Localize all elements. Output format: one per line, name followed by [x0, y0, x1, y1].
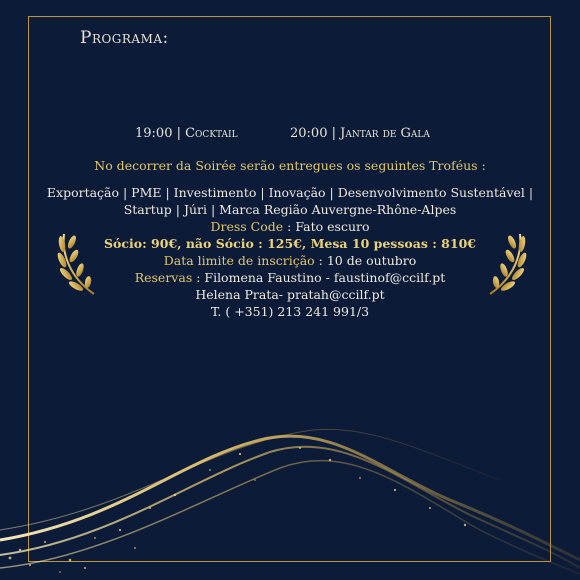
reservations-phone: T. ( +351) 213 241 991/3	[210, 304, 370, 319]
laurel-right-icon	[484, 232, 528, 298]
event-info	[40, 218, 540, 320]
deadline	[40, 252, 540, 269]
reservations-label: Reservas	[134, 270, 193, 285]
reservations-contact-2: Helena Prata- pratah@ccilf.pt	[195, 287, 385, 302]
dress-code	[40, 218, 540, 235]
reservations	[40, 269, 540, 286]
trophies-intro: No decorrer da Soirée serão entregues os seguintes Troféus :	[94, 158, 486, 173]
dress-code-label: Dress Code	[210, 219, 284, 234]
dress-code-value: : Fato escuro	[283, 219, 370, 234]
schedule-gala-dinner: 20:00 | Jantar de Gala	[290, 126, 430, 141]
trophies-line-1: Exportação | PME | Investimento | Inovação | Desenvolvimento Sustentável |	[46, 185, 534, 200]
trophies-line-2: Startup | Júri | Marca Região Auvergne-Rhône-Alpes	[123, 202, 457, 217]
deadline-value: : 10 de outubro	[314, 253, 417, 268]
gold-wave-decoration	[0, 390, 580, 580]
trophies-list	[40, 184, 540, 218]
program-heading: Programa:	[76, 26, 173, 50]
schedule	[0, 126, 580, 146]
deadline-label: Data limite de inscrição	[163, 253, 315, 268]
schedule-cocktail: 19:00 | Cocktail	[135, 126, 238, 141]
laurel-left-icon	[56, 232, 100, 298]
prices: Sócio: 90€, não Sócio : 125€, Mesa 10 pessoas : 810€	[104, 236, 476, 251]
reservations-contact-1: : Filomena Faustino - faustinof@ccilf.pt	[192, 270, 446, 285]
